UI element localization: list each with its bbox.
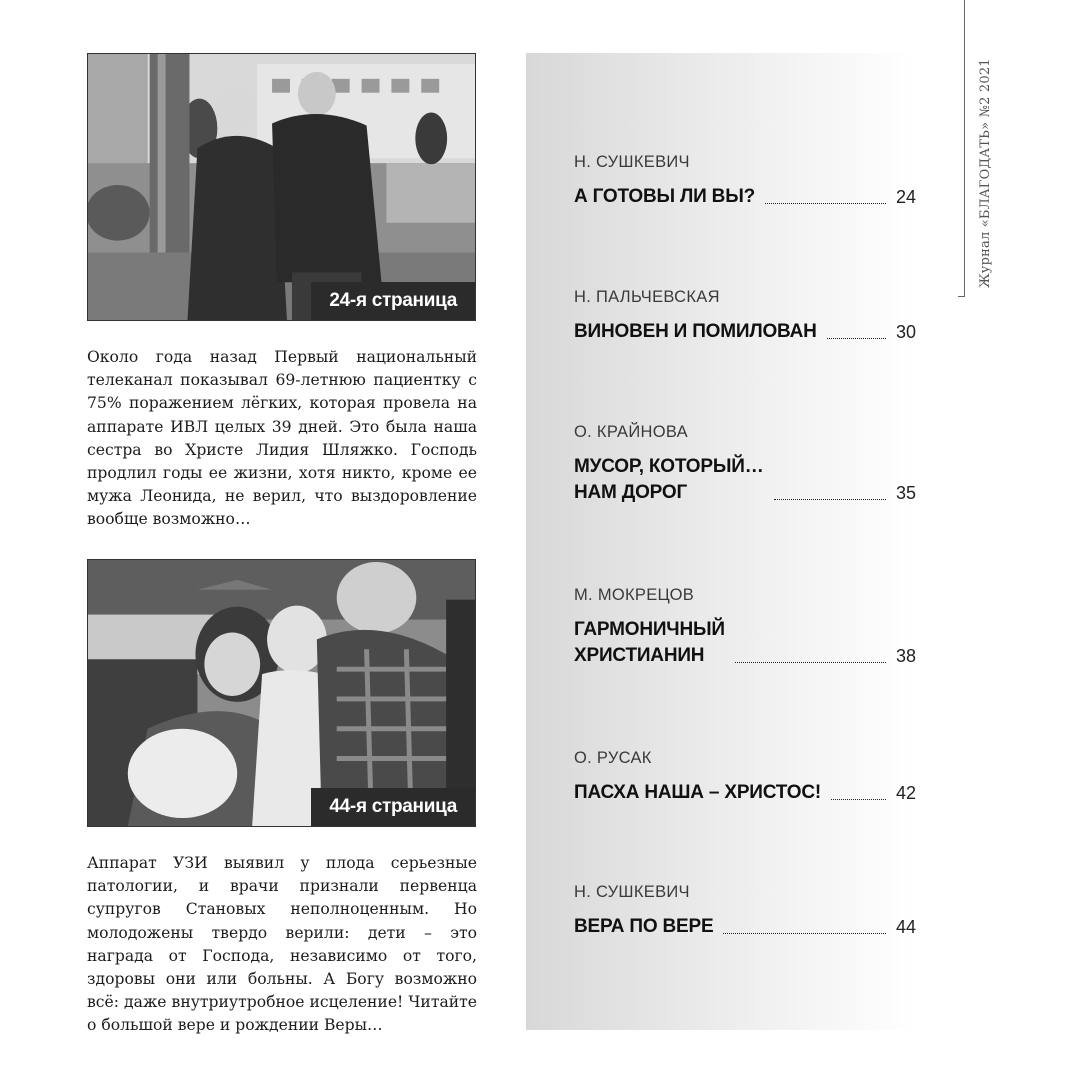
toc-author: М. МОКРЕЦОВ [574, 586, 695, 604]
toc-author: Н. СУШКЕВИЧ [574, 153, 690, 171]
toc-author: О. РУСАК [574, 749, 652, 767]
photo-family-image [88, 560, 475, 826]
photo-caption: 24-я страница [311, 282, 475, 320]
toc-leader-dots [827, 338, 886, 339]
toc-entry[interactable] [574, 152, 916, 210]
toc-leader-dots [723, 933, 886, 934]
toc-entry[interactable] [574, 287, 916, 345]
toc-page-number: 38 [895, 646, 916, 666]
toc-title: ПАСХА НАША – ХРИСТОС! [574, 782, 821, 803]
toc-leader-dots [831, 799, 886, 800]
teaser-text: Около года назад Первый национальный телеканал показывал 69-летнюю пациентку с 75% поражением лёгких, которая провела на аппарате ИВЛ целых 39 дней. Это была наша сестра во Христе Лидия Шляжко. Господь продлил годы ее жизни, хотя никто, кроме ее мужа Леонида, не верил, что выздоровление вообще возможно… [87, 348, 477, 529]
toc-leader-dots [774, 499, 887, 500]
toc-entry[interactable] [574, 748, 916, 806]
toc-title: ВЕРА ПО ВЕРЕ [574, 916, 714, 937]
toc-page-number: 30 [895, 322, 916, 342]
toc-leader-dots [735, 662, 886, 663]
toc-page-number: 35 [895, 483, 916, 503]
toc-page-number: 24 [895, 187, 916, 207]
toc-title: ВИНОВЕН И ПОМИЛОВАН [574, 321, 817, 342]
toc-entry[interactable] [574, 422, 916, 506]
side-divider-tick [958, 296, 965, 297]
toc-title: А ГОТОВЫ ЛИ ВЫ? [574, 186, 756, 207]
side-divider-line [964, 0, 965, 296]
toc-entry[interactable] [574, 882, 916, 940]
toc-page-number: 42 [895, 783, 916, 803]
photo-family [87, 559, 476, 827]
magazine-issue-label: Журнал «БЛАГОДАТЬ» №2 2021 [978, 58, 993, 288]
toc-author: О. КРАЙНОВА [574, 423, 688, 441]
toc-page-number: 44 [895, 917, 916, 937]
teaser-text: Аппарат УЗИ выявил у плода серьезные патологии, и врачи признали первенца супругов Становых неполноценным. Но молодожены твердо верили: дети – это награда от Господа, независимо от того, здоровы они или больны. А Богу возможно всё: даже внутриутробное исцеление! Читайте о большой вере и рождении Веры… [87, 854, 477, 1035]
toc-leader-dots [765, 203, 886, 204]
toc-author: Н. СУШКЕВИЧ [574, 883, 690, 901]
photo-elderly-couple-image [88, 54, 475, 320]
toc-title: МУСОР, КОТОРЫЙ… НАМ ДОРОГ [574, 456, 764, 503]
toc-entry[interactable] [574, 585, 916, 669]
toc-title: ГАРМОНИЧНЫЙ ХРИСТИАНИН [574, 619, 725, 666]
photo-caption: 44-я страница [311, 788, 475, 826]
table-of-contents [526, 53, 916, 1030]
photo-elderly-couple [87, 53, 476, 321]
toc-author: Н. ПАЛЬЧЕВСКАЯ [574, 288, 720, 306]
